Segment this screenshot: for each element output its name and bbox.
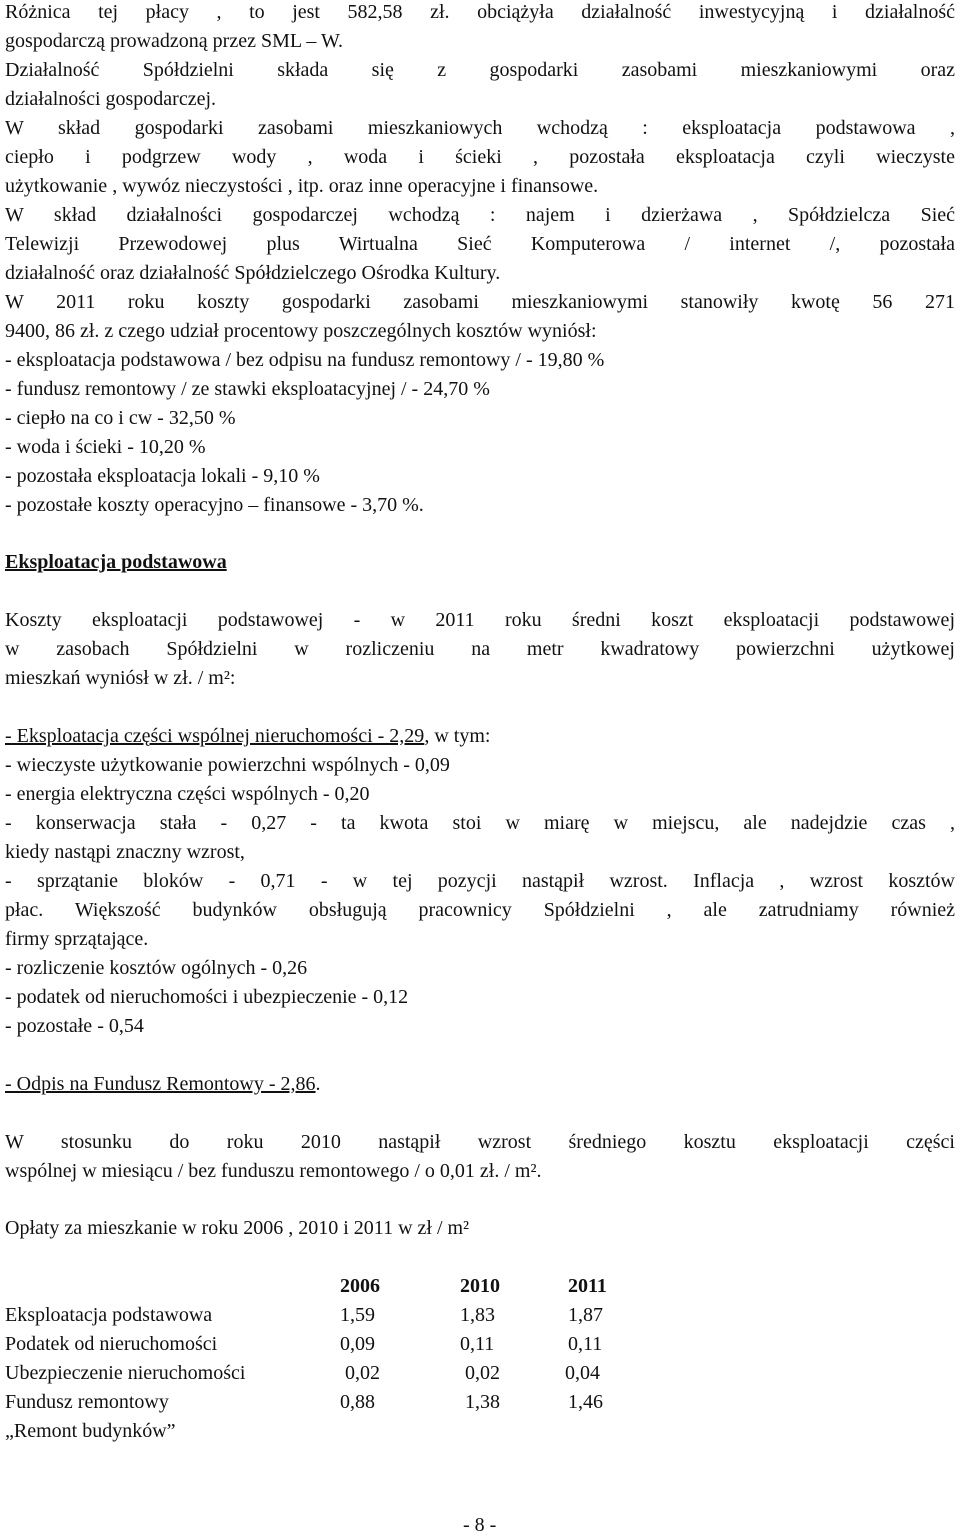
list-item: - energia elektryczna części wspólnych - 0,20 (5, 783, 370, 805)
table-header-year: 2010 (460, 1275, 500, 1297)
table-row-label: Ubezpieczenie nieruchomości (5, 1362, 246, 1384)
table-header-year: 2006 (340, 1275, 380, 1297)
table-cell: 1,59 (340, 1304, 375, 1326)
text-line: działalność oraz działalność Spółdzielczego Ośrodka Kultury. (5, 262, 501, 284)
list-item: - sprzątanie bloków - 0,71 - w tej pozycji nastąpił wzrost. Inflacja , wzrost kosztów (5, 870, 955, 892)
list-item: - pozostałe koszty operacyjno – finansowe - 3,70 %. (5, 494, 424, 516)
table-cell: 0,88 (340, 1391, 375, 1413)
list-item: - pozostałe - 0,54 (5, 1015, 144, 1037)
text-line: W skład działalności gospodarczej wchodzą : najem i dzierżawa , Spółdzielcza Sieć (5, 204, 955, 226)
table-cell: 0,04 (565, 1362, 600, 1384)
table-cell: 0,11 (460, 1333, 495, 1355)
table-cell: 1,83 (460, 1304, 495, 1326)
common-parts-heading-underlined: - Eksploatacja części wspólnej nieruchomości - 2,29 (5, 725, 425, 747)
table-cell: 0,02 (345, 1362, 380, 1384)
text-line: W skład gospodarki zasobami mieszkaniowych wchodzą : eksploatacja podstawowa , (5, 117, 955, 139)
text-line: kiedy nastąpi znaczny wzrost, (5, 841, 245, 863)
repair-fund-text: - Odpis na Fundusz Remontowy - 2,86 (5, 1073, 316, 1095)
table-header-year: 2011 (568, 1275, 607, 1297)
table-cell: 0,02 (465, 1362, 500, 1384)
list-item: - rozliczenie kosztów ogólnych - 0,26 (5, 957, 308, 979)
text-line: płac. Większość budynków obsługują pracownicy Spółdzielni , ale zatrudniamy również (5, 899, 955, 921)
text-line: wspólnej w miesiącu / bez funduszu remontowego / o 0,01 zł. / m². (5, 1160, 542, 1182)
repair-fund-tail: . (315, 1073, 321, 1095)
section-heading: Eksploatacja podstawowa (5, 551, 227, 573)
text-line: Różnica tej płacy , to jest 582,58 zł. obciążyła działalność inwestycyjną i działalność (5, 1, 955, 23)
table-cell: 0,11 (568, 1333, 603, 1355)
text-line: mieszkań wyniósł w zł. / m²: (5, 667, 236, 689)
text-line: ciepło i podgrzew wody , woda i ścieki , pozostała eksploatacja czyli wieczyste (5, 146, 955, 168)
text-line: Koszty eksploatacji podstawowej - w 2011 roku średni koszt eksploatacji podstawowej (5, 609, 955, 631)
text-line: działalności gospodarczej. (5, 88, 217, 110)
text-line: W 2011 roku koszty gospodarki zasobami mieszkaniowymi stanowiły kwotę 56 271 (5, 291, 955, 313)
text-line: Działalność Spółdzielni składa się z gospodarki zasobami mieszkaniowymi oraz (5, 59, 955, 81)
table-cell: 1,87 (568, 1304, 603, 1326)
text-line: gospodarczą prowadzoną przez SML – W. (5, 30, 344, 52)
common-parts-heading-rest: , w tym: (424, 725, 491, 747)
table-row-label: Eksploatacja podstawowa (5, 1304, 213, 1326)
list-item: - wieczyste użytkowanie powierzchni wspólnych - 0,09 (5, 754, 450, 776)
text-line: Telewizji Przewodowej plus Wirtualna Sieć Komputerowa / internet /, pozostała (5, 233, 955, 255)
text-line: w zasobach Spółdzielni w rozliczeniu na metr kwadratowy powierzchni użytkowej (5, 638, 955, 660)
table-row-label: Fundusz remontowy (5, 1391, 169, 1413)
table-cell: 0,09 (340, 1333, 375, 1355)
list-item: - ciepło na co i cw - 32,50 % (5, 407, 236, 429)
repair-fund-line (5, 1072, 321, 1096)
page-number: - 8 - (463, 1514, 497, 1536)
list-item: - podatek od nieruchomości i ubezpieczenie - 0,12 (5, 986, 409, 1008)
list-item: - pozostała eksploatacja lokali - 9,10 % (5, 465, 320, 487)
table-row-label: „Remont budynków” (5, 1420, 176, 1442)
text-line: użytkowanie , wywóz nieczystości , itp. oraz inne operacyjne i finansowe. (5, 175, 599, 197)
table-row-label: Podatek od nieruchomości (5, 1333, 218, 1355)
table-cell: 1,46 (568, 1391, 603, 1413)
common-parts-heading (5, 724, 490, 748)
table-cell: 1,38 (465, 1391, 500, 1413)
list-item: - fundusz remontowy / ze stawki eksploatacyjnej / - 24,70 % (5, 378, 490, 400)
list-item: - eksploatacja podstawowa / bez odpisu na fundusz remontowy / - 19,80 % (5, 349, 605, 371)
fees-title: Opłaty za mieszkanie w roku 2006 , 2010 i 2011 w zł / m² (5, 1217, 470, 1239)
list-item: - woda i ścieki - 10,20 % (5, 436, 206, 458)
list-item: - konserwacja stała - 0,27 - ta kwota stoi w miarę w miejscu, ale nadejdzie czas , (5, 812, 955, 834)
text-line: 9400, 86 zł. z czego udział procentowy poszczególnych kosztów wyniósł: (5, 320, 597, 342)
text-line: firmy sprzątające. (5, 928, 149, 950)
text-line: W stosunku do roku 2010 nastąpił wzrost średniego kosztu eksploatacji części (5, 1131, 955, 1153)
